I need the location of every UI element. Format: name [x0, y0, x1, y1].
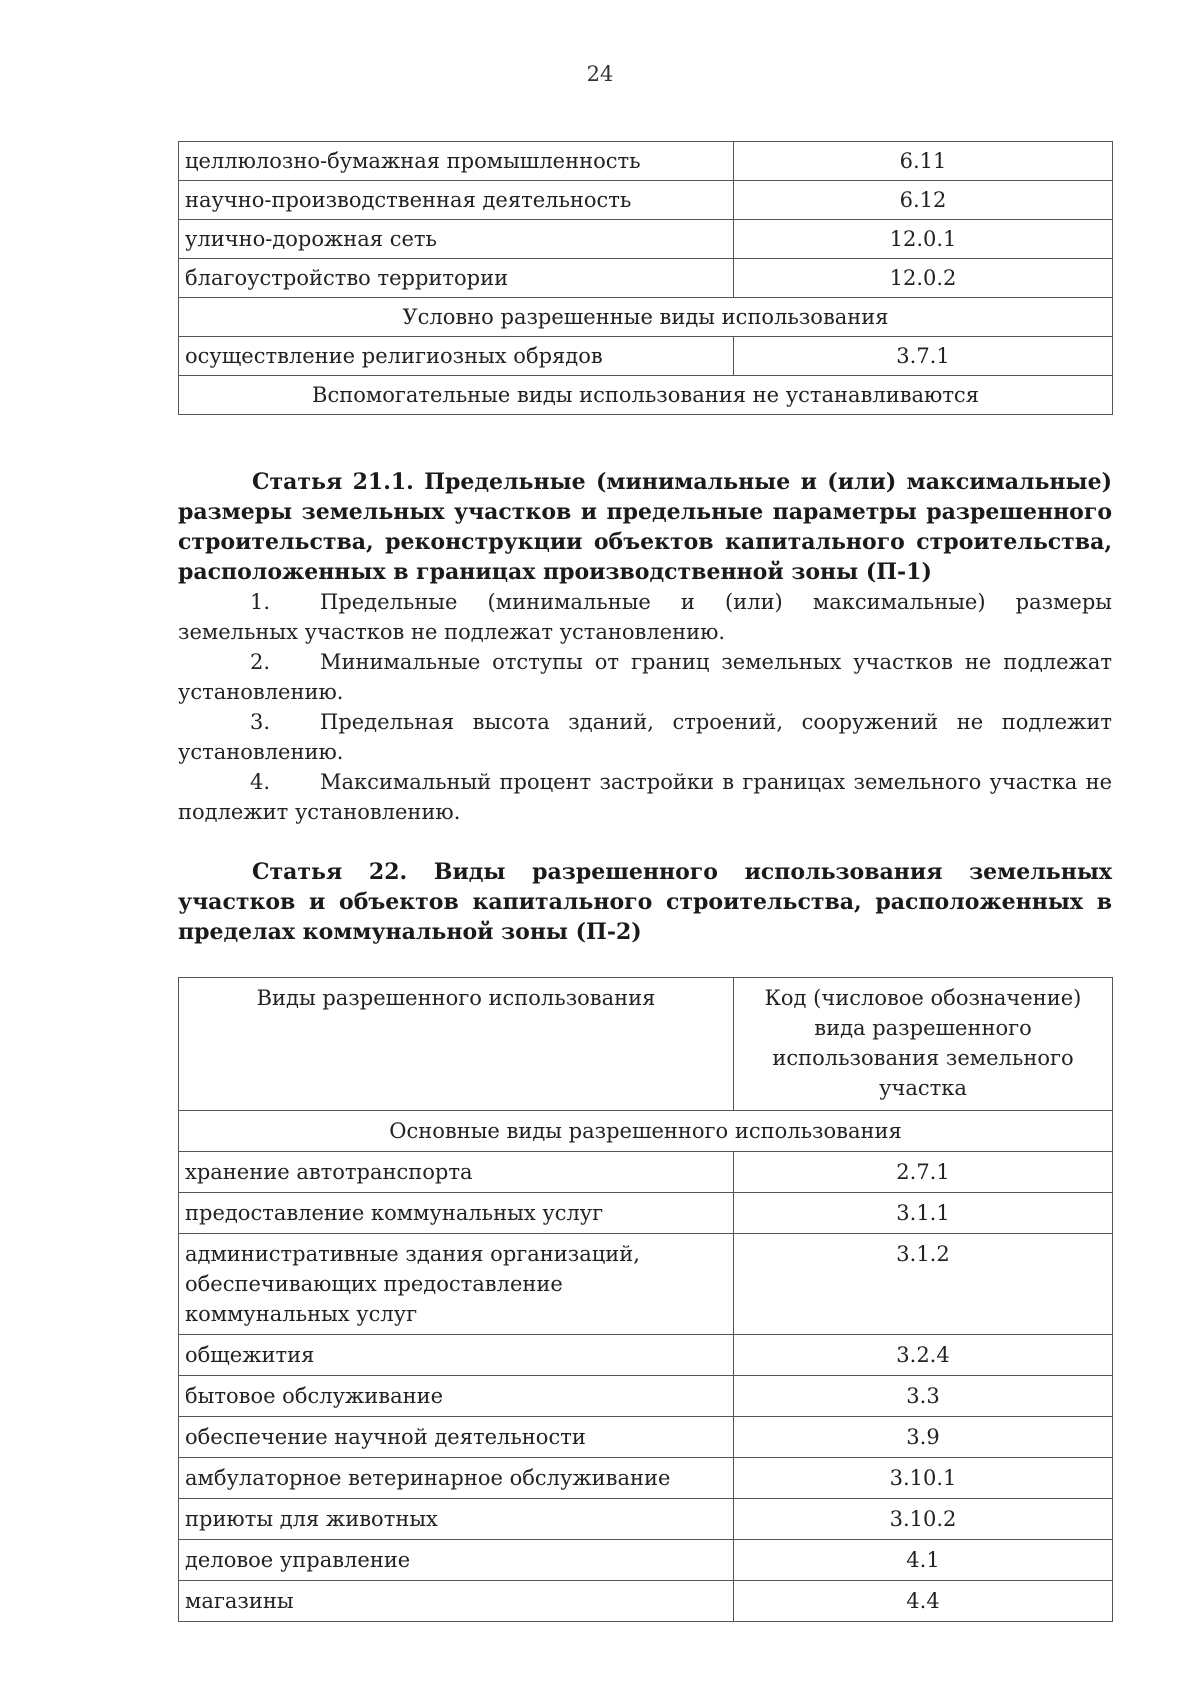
- table-row: [179, 1540, 1113, 1581]
- use-name: административные здания организаций, обеспечивающих предоставление коммунальных услуг: [179, 1234, 734, 1335]
- use-code: 6.11: [734, 142, 1113, 181]
- table-row: [179, 220, 1113, 259]
- table-row: [179, 1499, 1113, 1540]
- table-row: [179, 1417, 1113, 1458]
- use-code: 12.0.2: [734, 259, 1113, 298]
- use-code: 6.12: [734, 181, 1113, 220]
- use-code: 3.1.1: [734, 1193, 1113, 1234]
- land-use-table-p2: [178, 977, 1113, 1622]
- use-code: 3.3: [734, 1376, 1113, 1417]
- table-row: [179, 1152, 1113, 1193]
- item-text: Минимальные отступы от границ земельных участков не подлежат установлению.: [178, 650, 1112, 704]
- use-name: улично-дорожная сеть: [179, 220, 734, 259]
- use-name: обеспечение научной деятельности: [179, 1417, 734, 1458]
- use-name: научно-производственная деятельность: [179, 181, 734, 220]
- page-number: 24: [586, 62, 614, 86]
- table-row: [179, 1376, 1113, 1417]
- use-code: 4.1: [734, 1540, 1113, 1581]
- item-text: Предельные (минимальные и (или) максимальные) размеры земельных участков не подлежат установлению.: [178, 590, 1112, 644]
- col-header-code: Код (числовое обозначение) вида разрешенного использования земельного участка: [734, 978, 1113, 1111]
- article-heading: Статья 22. Виды разрешенного использования земельных участков и объектов капитального строительства, расположенных в пределах коммунальной зоны (П-2): [178, 859, 1112, 945]
- use-code: 2.7.1: [734, 1152, 1113, 1193]
- use-name: общежития: [179, 1335, 734, 1376]
- conditional-uses-header: Условно разрешенные виды использования: [179, 298, 1113, 337]
- table-row: [179, 1193, 1113, 1234]
- article-heading: Статья 21.1. Предельные (минимальные и (или) максимальные) размеры земельных участков и предельные параметры разрешенного строительства, реконструкции объектов капитального строительства, расположенных в границах производственной зоны (П-1): [178, 469, 1112, 585]
- table-row: [179, 1458, 1113, 1499]
- use-code: 4.4: [734, 1581, 1113, 1622]
- article-item: [178, 707, 1112, 767]
- item-text: Максимальный процент застройки в границах земельного участка не подлежит установлению.: [178, 770, 1112, 824]
- use-name: осуществление религиозных обрядов: [179, 337, 734, 376]
- table-row: [179, 337, 1113, 376]
- section-header-row: [179, 1111, 1113, 1152]
- use-name: магазины: [179, 1581, 734, 1622]
- table-row: [179, 181, 1113, 220]
- item-number: 4.: [250, 770, 271, 794]
- section-header-row: [179, 298, 1113, 337]
- use-name: амбулаторное ветеринарное обслуживание: [179, 1458, 734, 1499]
- item-text: Предельная высота зданий, строений, сооружений не подлежит установлению.: [178, 710, 1112, 764]
- use-name: бытовое обслуживание: [179, 1376, 734, 1417]
- table-header-row: [179, 978, 1113, 1111]
- table-row: [179, 259, 1113, 298]
- item-number: 2.: [250, 650, 271, 674]
- use-name: целлюлозно-бумажная промышленность: [179, 142, 734, 181]
- use-code: 3.2.4: [734, 1335, 1113, 1376]
- article-21-1: [178, 467, 1112, 827]
- article-item: [178, 647, 1112, 707]
- article-22: [178, 857, 1112, 947]
- use-name: предоставление коммунальных услуг: [179, 1193, 734, 1234]
- col-header-use: Виды разрешенного использования: [179, 978, 734, 1111]
- auxiliary-uses-note: Вспомогательные виды использования не устанавливаются: [179, 376, 1113, 415]
- item-number: 3.: [250, 710, 271, 734]
- use-code: 3.10.2: [734, 1499, 1113, 1540]
- use-name: хранение автотранспорта: [179, 1152, 734, 1193]
- main-uses-header: Основные виды разрешенного использования: [179, 1111, 1113, 1152]
- use-code: 12.0.1: [734, 220, 1113, 259]
- use-name: благоустройство территории: [179, 259, 734, 298]
- use-code: 3.9: [734, 1417, 1113, 1458]
- use-code: 3.7.1: [734, 337, 1113, 376]
- table-row: [179, 1335, 1113, 1376]
- use-code: 3.1.2: [734, 1234, 1113, 1335]
- table-row: [179, 142, 1113, 181]
- use-name: деловое управление: [179, 1540, 734, 1581]
- table-row: [179, 1581, 1113, 1622]
- section-header-row: [179, 376, 1113, 415]
- use-name: приюты для животных: [179, 1499, 734, 1540]
- article-item: [178, 587, 1112, 647]
- land-use-table-p1: [178, 141, 1113, 415]
- item-number: 1.: [250, 590, 271, 614]
- table-row: [179, 1234, 1113, 1335]
- article-item: [178, 767, 1112, 827]
- use-code: 3.10.1: [734, 1458, 1113, 1499]
